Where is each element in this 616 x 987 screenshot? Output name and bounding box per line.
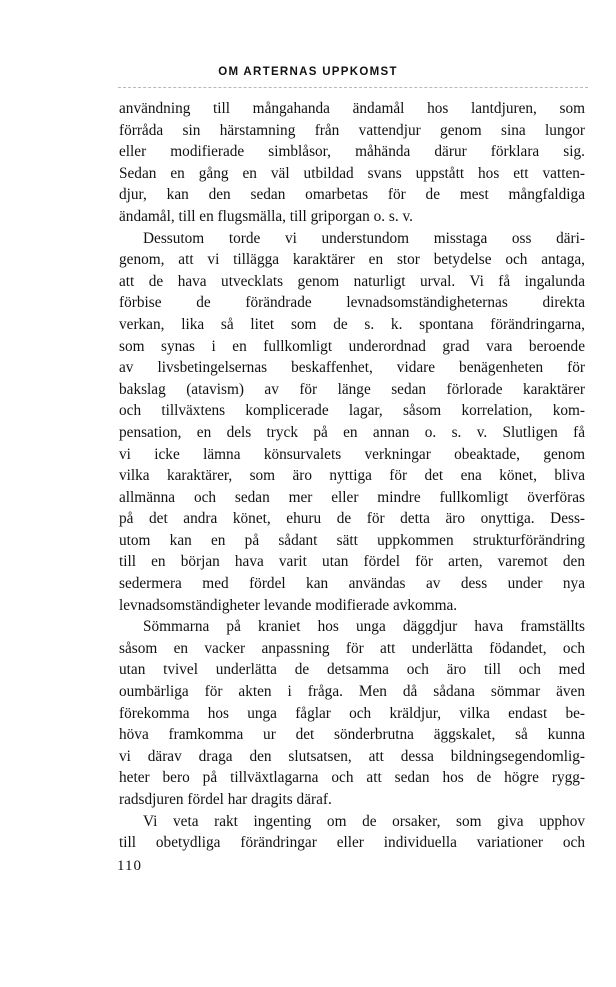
text-line: oumbärliga för akten i fråga. Men då sådana sömmar även (119, 683, 585, 701)
text-line: till obetydliga förändringar eller individuella variationer och (119, 834, 585, 852)
text-line: radsdjuren fördel har dragits däraf. (119, 791, 332, 808)
text-line: förråda sin härstamning från vattendjur genom sina lungor (119, 121, 585, 139)
text-line: pensation, en dels tryck på en annan o. s. v. Slutligen få (119, 423, 585, 441)
running-head: OM ARTERNAS UPPKOMST (218, 66, 398, 78)
header-rule (118, 87, 588, 88)
text-line: verkan, lika så litet som de s. k. spontana förändringarna, (119, 315, 585, 333)
text-line: djur, kan den sedan omarbetas för de mest mångfaldiga (119, 186, 585, 204)
text-line: på det andra könet, ehuru de för detta äro onyttiga. Dess- (119, 510, 585, 528)
text-line: Dessutom torde vi understundom misstaga oss däri- (143, 229, 585, 247)
text-line: eller modifierade simblåsor, måhända därur förklara sig. (119, 143, 585, 161)
text-line: användning till mångahanda ändamål hos lantdjuren, som (119, 100, 585, 117)
text-line: av livsbetingelsernas beskaffenhet, vidare benägenheten för (119, 359, 585, 377)
text-line: sedermera med fördel kan användas av dess under nya (119, 575, 585, 593)
page-number: 110 (117, 858, 142, 874)
text-line: allmänna och sedan mer eller mindre fullkomligt överföras (119, 488, 585, 506)
text-line: Vi veta rakt ingenting om de orsaker, som giva upphov (143, 812, 585, 830)
paragraph (119, 228, 585, 617)
text-line: förekomma hos unga fåglar och kräldjur, vilka endast be- (119, 704, 585, 722)
text-line: att de hava utvecklats genom naturligt urval. Vi få ingalunda (119, 272, 585, 290)
text-line: Sömmarna på kraniet hos unga däggdjur hava framställts (143, 618, 585, 636)
text-line: förbise de förändrade levnadsomständigheternas direkta (119, 294, 585, 312)
paragraph (119, 98, 585, 228)
text-line: höva framkomma ur det sönderbrutna äggskalet, så kunna (119, 726, 585, 744)
text-line: genom, att vi tillägga karaktärer en stor betydelse och antaga, (119, 251, 585, 269)
text-line: bakslag (atavism) av för länge sedan förlorade karaktärer (119, 380, 585, 398)
paragraph (119, 616, 585, 810)
body-text (119, 98, 585, 854)
text-line: som synas i en fullkomligt underordnad grad vara beroende (119, 337, 585, 355)
text-line: heter bero på tillväxtlagarna och att sedan hos de högre rygg- (119, 769, 585, 787)
text-line: levnadsomständigheter levande modifierade avkomma. (119, 596, 458, 614)
text-line: vilka karaktärer, som äro nyttiga för det ena könet, bliva (119, 467, 585, 485)
text-line: vi därav draga den slutsatsen, att dessa bildningsegendomlig- (119, 747, 585, 765)
text-line: såsom en vacker anpassning för att underlätta födandet, och (119, 639, 585, 657)
text-line: Sedan en gång en väl utbildad svans uppstått hos ett vatten- (119, 164, 585, 182)
text-line: utom kan en på sådant sätt uppkommen strukturförändring (119, 531, 585, 549)
text-line: vi icke lämna könsurvalets verkningar obeaktade, genom (119, 445, 585, 463)
text-line: utan tvivel underlätta de detsamma och äro till och med (119, 661, 585, 679)
text-line: och tillväxtens komplicerade lagar, såsom korrelation, kom- (119, 402, 585, 420)
text-line: ändamål, till en flugsmälla, till griporgan o. s. v. (119, 207, 413, 225)
paragraph (119, 811, 585, 854)
text-line: till en början hava varit utan fördel för arten, varemot den (119, 553, 585, 571)
